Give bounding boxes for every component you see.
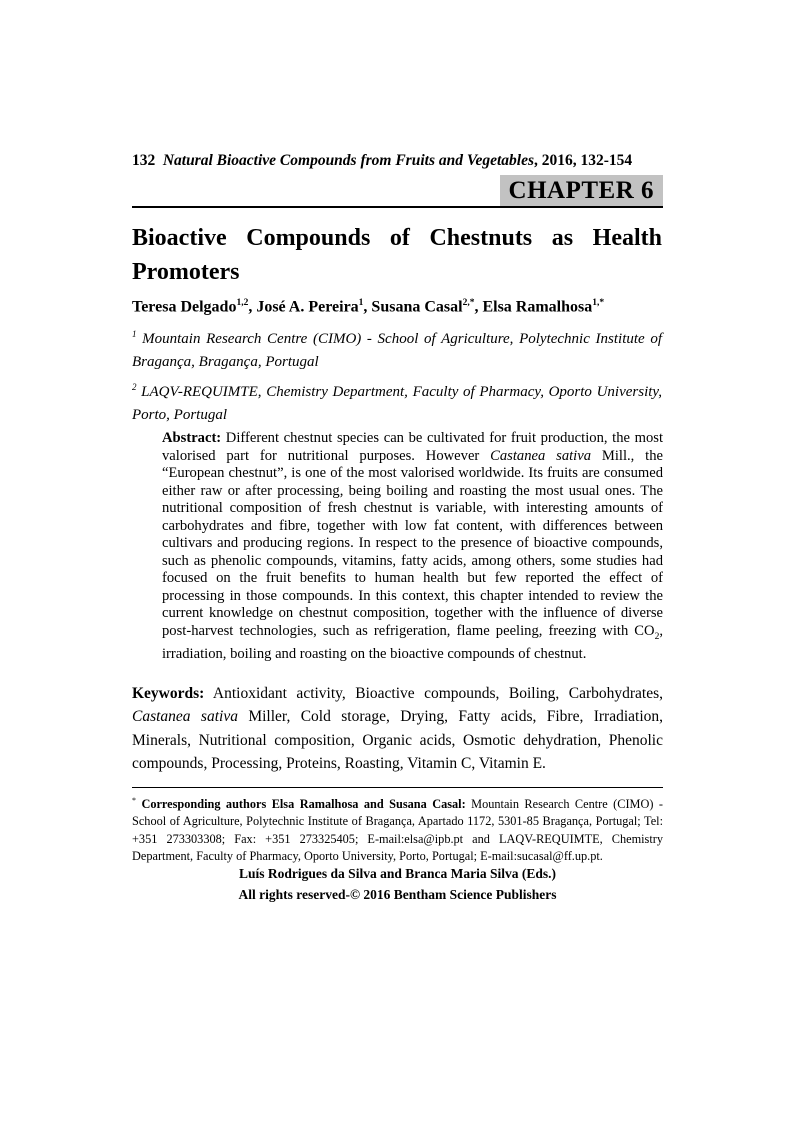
- publisher-credits: [132, 863, 663, 905]
- affiliations: [132, 323, 662, 429]
- keywords-species-italic: Castanea sativa: [132, 708, 238, 726]
- authors-line: [132, 298, 692, 316]
- abstract-species-italic: Castanea sativa: [490, 447, 592, 464]
- abstract-text-1: Different chestnut species can be cultivated for fruit production, the most valorised part for nutritional purposes. However: [162, 430, 663, 464]
- abstract-label: Abstract:: [162, 430, 222, 446]
- keywords-label: Keywords:: [132, 685, 205, 702]
- affiliation-2-marker: 2: [132, 382, 137, 392]
- author-affiliation-marker: 1: [358, 298, 364, 308]
- chapter-title-line2: Promoters: [132, 259, 240, 285]
- author-name: Teresa Delgado: [132, 298, 237, 316]
- affiliation-1-text: Mountain Research Centre (CIMO) - School of Agriculture, Polytechnic Institute of Bragança, Bragança, Portugal: [132, 331, 662, 370]
- abstract-text-2: Mill., the “European chestnut”, is one of the most valorised worldwide. Its fruits are consumed either raw or after processing, being boiling and roasting the most usual ones. The nutritional composition of fresh chestnut is variable, with interesting amounts of carbohydrates and fibre, together with low fat content, with differences between cultivars and producing regions. In respect to the presence of bioactive compounds, such as phenolic compounds, vitamins, fatty acids, among others, some studies had focused on the fruit benefits to human health but few reported the effect of processing in those compounds. In this context, this chapter intended to review the current knowledge on chestnut composition, together with the influence of diverse post-harvest technologies, such as refrigeration, flame peeling, freezing with CO: [162, 447, 663, 639]
- keywords-text-2: Miller, Cold storage, Drying, Fatty acids, Fibre, Irradiation, Minerals, Nutritional composition, Organic acids, Osmotic dehydration, Phenolic compounds, Processing, Proteins, Roasting, Vitamin C, Vitamin E.: [132, 708, 663, 772]
- affiliation-1-marker: 1: [132, 329, 137, 339]
- rights-line: All rights reserved-© 2016 Bentham Science Publishers: [238, 887, 557, 902]
- footnote-asterisk: *: [132, 796, 136, 805]
- affiliation-2-text: LAQV-REQUIMTE, Chemistry Department, Faculty of Pharmacy, Oporto University, Porto, Portugal: [132, 384, 662, 423]
- abstract-text-3: , irradiation, boiling and roasting on the bioactive compounds of chestnut.: [162, 622, 663, 662]
- author-name: , Elsa Ramalhosa: [474, 298, 593, 316]
- running-title-text: Natural Bioactive Compounds from Fruits and Vegetables: [162, 152, 534, 169]
- author-affiliation-marker: 2,*: [462, 298, 475, 308]
- keywords-text-1: Antioxidant activity, Bioactive compounds, Boiling, Carbohydrates,: [204, 685, 663, 702]
- corresponding-author-footnote: [132, 792, 663, 865]
- affiliation-1: [132, 323, 662, 374]
- affiliation-2: [132, 376, 662, 427]
- chapter-banner: CHAPTER 6: [500, 175, 663, 206]
- footnote-bold-label: Corresponding authors Elsa Ramalhosa and Susana Casal:: [136, 797, 466, 812]
- footnote-rule: [132, 787, 663, 788]
- author-affiliation-marker: 1,2: [236, 298, 249, 308]
- chapter-title-line1: Bioactive Compounds of Chestnuts as Health: [132, 225, 662, 251]
- running-title-pages: , 2016, 132-154: [534, 152, 633, 169]
- author-affiliation-marker: 1,*: [592, 298, 605, 308]
- co2-subscript: 2: [654, 631, 660, 642]
- editors-line: Luís Rodrigues da Silva and Branca Maria Silva (Eds.): [239, 866, 556, 881]
- author-name: , Susana Casal: [363, 298, 463, 316]
- page-number: 132: [132, 152, 156, 169]
- keywords: [132, 682, 663, 775]
- footnote-text: Mountain Research Centre (CIMO) - School of Agriculture, Polytechnic Institute of Bragança, Apartado 1172, 5301-85 Bragança, Portugal; Tel: +351 273303308; Fax: +351 273325405; E-mail:elsa@ipb.pt and LAQV-REQUIMTE, Chemistry Department, Faculty of Pharmacy, Oporto University, Porto, Portugal; E-mail:sucasal@ff.up.pt.: [132, 797, 663, 863]
- running-head: [132, 152, 663, 172]
- author-name: , José A. Pereira: [248, 298, 359, 316]
- running-title: [132, 152, 663, 170]
- header-rule: [132, 206, 663, 208]
- chapter-title: [132, 221, 662, 289]
- abstract: [162, 430, 663, 663]
